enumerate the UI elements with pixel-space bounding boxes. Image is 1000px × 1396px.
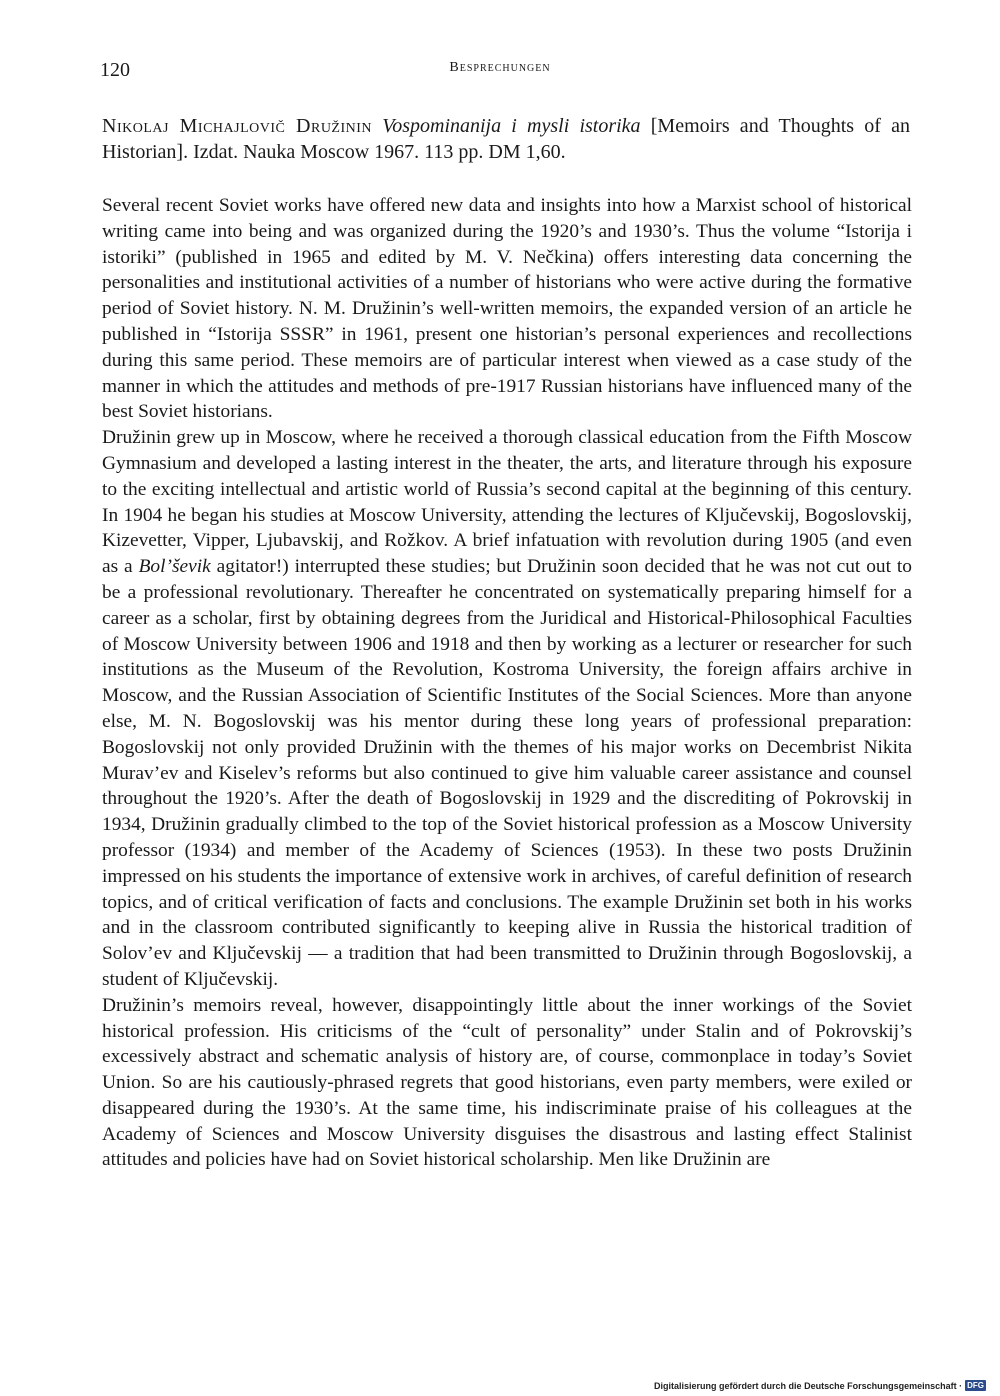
paragraph: Družinin grew up in Moscow, where he received a thorough classical education from the Fifth Moscow Gymnasium and developed a lasting interest in the theater, the arts, and literature through his exposure to the exciting intellectual and artistic world of Russia’s second capital at the beginning of this century. In 1904 he began his studies at Moscow University, attending the lectures of Ključevskij, Bogoslovskij, Kizevetter, Vipper, Ljubavskij, and Rožkov. A brief infatuation with revolution during 1905 (and even as a Bol’ševik agitator!) interrupted these studies; but Družinin soon decided that he was not cut out to be a professional revolutionary. Thereafter he concentrated on systematically preparing himself for a career as a scholar, first by obtaining degrees from the Juridical and Historical-Philosophical Faculties of Moscow University between 1906 and 1918 and then by working as a lecturer or researcher for such institutions as the Museum of the Revolution, Kostroma University, the foreign affairs archive in Moscow, and the Russian Association of Scientific Institutes of the Social Sciences. More than anyone else, M. N. Bogoslovskij was his mentor during these long years of professional preparation: Bogoslovskij not only provided Družinin with the themes of his major works on Decembrist Nikita Murav’ev and Kiselev’s reforms but also continued to give him valuable career assistance and counsel throughout the 1920’s. After the death of Bogoslovskij in 1929 and the discrediting of Pokrovskij in 1934, Družinin gradually climbed to the top of the Soviet historical profession as a Moscow University professor (1934) and member of the Academy of Sciences (1953). In these two posts Družinin impressed on his students the importance of extensive work in archives, of careful definition of research topics, and of critical verification of facts and conclusions. The example Družinin set both in his works and in the classroom contributed significantly to keeping alive in Russia the historical tradition of Solov’ev and Ključevskij — a tradition that had been transmitted to Družinin through Bogoslovskij, a student of Ključevskij. [102, 427, 912, 990]
page-number: 120 [100, 59, 130, 81]
paragraph: Družinin’s memoirs reveal, however, disappointingly little about the inner workings of the Soviet historical profession. His criticisms of the “cult of personality” under Stalin and of Pokrovskij’s excessively abstract and schematic analysis of history are, of course, commonplace in today’s Soviet Union. So are his cautiously-phrased regrets that good historians, even party members, were exiled or disappeared during the 1930’s. At the same time, his indiscriminate praise of his colleagues at the Academy of Sciences and Moscow University disguises the disastrous and lasting effect Stalinist attitudes and policies have had on Soviet historical scholarship. Men like Družinin are [102, 994, 912, 1171]
citation-details: [Memoirs and Thoughts of an Historian]. Izdat. Nauka Moscow 1967. 113 pp. DM 1,60. [102, 115, 910, 163]
footer-text: Digitalisierung gefördert durch die Deutsche Forschungsgemeinschaft · [654, 1380, 963, 1391]
citation-author: Nikolaj Michajlovič Družinin [102, 115, 373, 137]
digitization-footer [654, 1380, 986, 1391]
dfg-logo: DFG [967, 1381, 984, 1390]
italic-term: Bol’ševik [138, 556, 211, 578]
running-head: Besprechungen [449, 60, 551, 75]
citation-title: Vospominanija i mysli istorika [382, 115, 641, 137]
review-body [102, 193, 912, 1173]
citation [102, 113, 910, 165]
paragraph: Several recent Soviet works have offered new data and insights into how a Marxist school of historical writing came into being and was organized during the 1920’s and 1930’s. Thus the volume “Istorija i istoriki” (published in 1965 and edited by M. V. Nečkina) offers interesting data concerning the personalities and institutional activities of a number of historians who were active during the formative period of Soviet history. N. M. Družinin’s well-written memoirs, the expanded version of an article he published in “Istorija SSSR” in 1961, present one historian’s personal experiences and recollections during this same period. These memoirs are of particular interest when viewed as a case study of the manner in which the attitudes and methods of pre-1917 Russian historians have influenced many of the best Soviet historians. [102, 195, 912, 423]
